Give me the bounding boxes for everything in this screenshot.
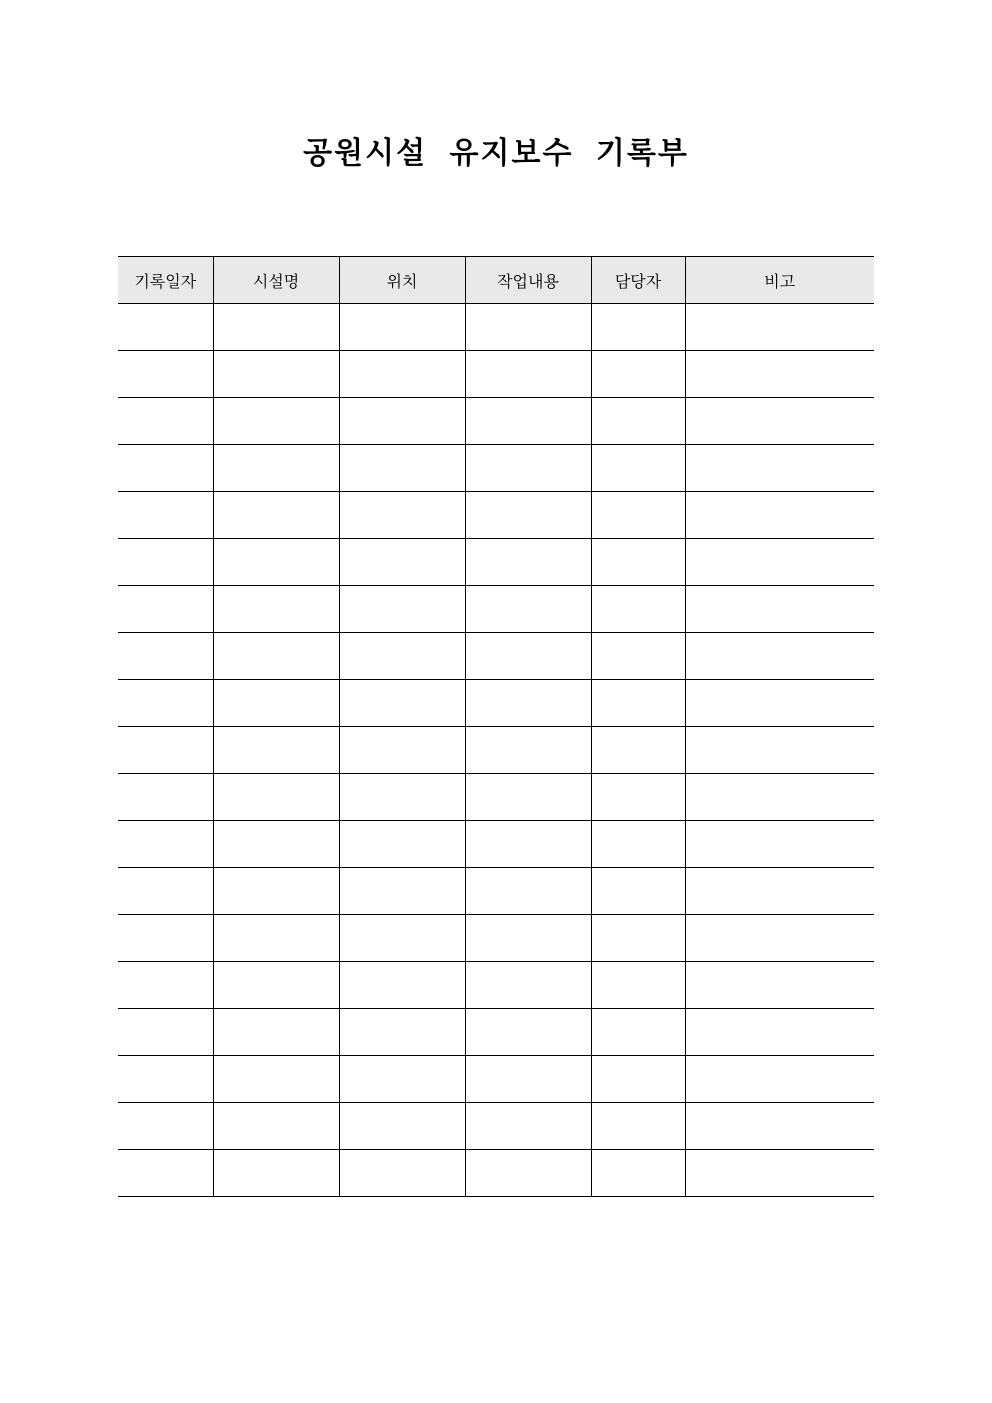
table-row xyxy=(118,821,874,868)
cell-remarks[interactable] xyxy=(685,868,874,915)
header-person-in-charge: 담당자 xyxy=(591,257,685,304)
cell-work-details[interactable] xyxy=(465,539,591,586)
cell-person-in-charge[interactable] xyxy=(591,868,685,915)
cell-person-in-charge[interactable] xyxy=(591,445,685,492)
cell-person-in-charge[interactable] xyxy=(591,304,685,351)
table-row xyxy=(118,492,874,539)
header-location: 위치 xyxy=(339,257,465,304)
cell-remarks[interactable] xyxy=(685,586,874,633)
table-row xyxy=(118,539,874,586)
cell-record-date[interactable] xyxy=(118,774,213,821)
maintenance-log-table xyxy=(118,256,874,1197)
table-row xyxy=(118,962,874,1009)
cell-location[interactable] xyxy=(339,962,465,1009)
cell-work-details[interactable] xyxy=(465,821,591,868)
cell-facility-name[interactable] xyxy=(213,915,339,962)
cell-work-details[interactable] xyxy=(465,774,591,821)
cell-person-in-charge[interactable] xyxy=(591,915,685,962)
cell-record-date[interactable] xyxy=(118,1103,213,1150)
cell-location[interactable] xyxy=(339,774,465,821)
cell-remarks[interactable] xyxy=(685,398,874,445)
cell-facility-name[interactable] xyxy=(213,1056,339,1103)
cell-person-in-charge[interactable] xyxy=(591,774,685,821)
cell-work-details[interactable] xyxy=(465,633,591,680)
cell-facility-name[interactable] xyxy=(213,351,339,398)
cell-person-in-charge[interactable] xyxy=(591,398,685,445)
table-row xyxy=(118,915,874,962)
cell-work-details[interactable] xyxy=(465,304,591,351)
cell-person-in-charge[interactable] xyxy=(591,633,685,680)
cell-person-in-charge[interactable] xyxy=(591,1103,685,1150)
cell-record-date[interactable] xyxy=(118,492,213,539)
cell-record-date[interactable] xyxy=(118,1150,213,1197)
cell-location[interactable] xyxy=(339,445,465,492)
cell-facility-name[interactable] xyxy=(213,774,339,821)
cell-facility-name[interactable] xyxy=(213,1009,339,1056)
cell-location[interactable] xyxy=(339,492,465,539)
cell-remarks[interactable] xyxy=(685,1103,874,1150)
cell-remarks[interactable] xyxy=(685,633,874,680)
cell-location[interactable] xyxy=(339,821,465,868)
cell-record-date[interactable] xyxy=(118,539,213,586)
cell-facility-name[interactable] xyxy=(213,727,339,774)
cell-remarks[interactable] xyxy=(685,727,874,774)
cell-work-details[interactable] xyxy=(465,962,591,1009)
cell-facility-name[interactable] xyxy=(213,868,339,915)
cell-remarks[interactable] xyxy=(685,915,874,962)
header-work-details: 작업내용 xyxy=(465,257,591,304)
cell-person-in-charge[interactable] xyxy=(591,962,685,1009)
cell-person-in-charge[interactable] xyxy=(591,492,685,539)
table-row xyxy=(118,680,874,727)
cell-facility-name[interactable] xyxy=(213,1103,339,1150)
cell-person-in-charge[interactable] xyxy=(591,586,685,633)
cell-location[interactable] xyxy=(339,868,465,915)
page-title: 공원시설 유지보수 기록부 xyxy=(303,136,689,171)
cell-remarks[interactable] xyxy=(685,774,874,821)
cell-facility-name[interactable] xyxy=(213,445,339,492)
cell-remarks[interactable] xyxy=(685,680,874,727)
cell-remarks[interactable] xyxy=(685,821,874,868)
cell-work-details[interactable] xyxy=(465,398,591,445)
cell-work-details[interactable] xyxy=(465,1103,591,1150)
cell-location[interactable] xyxy=(339,915,465,962)
cell-person-in-charge[interactable] xyxy=(591,351,685,398)
cell-location[interactable] xyxy=(339,633,465,680)
cell-facility-name[interactable] xyxy=(213,539,339,586)
table-row xyxy=(118,1056,874,1103)
cell-record-date[interactable] xyxy=(118,1056,213,1103)
cell-person-in-charge[interactable] xyxy=(591,680,685,727)
cell-facility-name[interactable] xyxy=(213,398,339,445)
cell-work-details[interactable] xyxy=(465,586,591,633)
cell-work-details[interactable] xyxy=(465,445,591,492)
cell-work-details[interactable] xyxy=(465,1150,591,1197)
cell-facility-name[interactable] xyxy=(213,1150,339,1197)
table-row xyxy=(118,1103,874,1150)
cell-person-in-charge[interactable] xyxy=(591,539,685,586)
cell-location[interactable] xyxy=(339,586,465,633)
cell-location[interactable] xyxy=(339,539,465,586)
cell-work-details[interactable] xyxy=(465,868,591,915)
cell-work-details[interactable] xyxy=(465,1009,591,1056)
cell-remarks[interactable] xyxy=(685,351,874,398)
cell-facility-name[interactable] xyxy=(213,962,339,1009)
cell-location[interactable] xyxy=(339,1056,465,1103)
cell-work-details[interactable] xyxy=(465,1056,591,1103)
table-row xyxy=(118,633,874,680)
cell-remarks[interactable] xyxy=(685,304,874,351)
cell-work-details[interactable] xyxy=(465,915,591,962)
cell-record-date[interactable] xyxy=(118,304,213,351)
cell-person-in-charge[interactable] xyxy=(591,1056,685,1103)
cell-remarks[interactable] xyxy=(685,445,874,492)
table-row xyxy=(118,398,874,445)
cell-location[interactable] xyxy=(339,1150,465,1197)
table-row xyxy=(118,1150,874,1197)
table-row xyxy=(118,774,874,821)
cell-record-date[interactable] xyxy=(118,445,213,492)
cell-remarks[interactable] xyxy=(685,492,874,539)
cell-location[interactable] xyxy=(339,304,465,351)
cell-record-date[interactable] xyxy=(118,680,213,727)
table-body xyxy=(118,304,874,1197)
header-record-date: 기록일자 xyxy=(118,257,213,304)
cell-record-date[interactable] xyxy=(118,962,213,1009)
cell-location[interactable] xyxy=(339,1009,465,1056)
table-row xyxy=(118,586,874,633)
cell-record-date[interactable] xyxy=(118,398,213,445)
cell-facility-name[interactable] xyxy=(213,492,339,539)
cell-facility-name[interactable] xyxy=(213,821,339,868)
cell-record-date[interactable] xyxy=(118,351,213,398)
cell-remarks[interactable] xyxy=(685,1056,874,1103)
header-facility-name: 시설명 xyxy=(213,257,339,304)
cell-facility-name[interactable] xyxy=(213,586,339,633)
cell-facility-name[interactable] xyxy=(213,680,339,727)
header-remarks: 비고 xyxy=(685,257,874,304)
cell-person-in-charge[interactable] xyxy=(591,1150,685,1197)
table-row xyxy=(118,1009,874,1056)
cell-person-in-charge[interactable] xyxy=(591,1009,685,1056)
cell-work-details[interactable] xyxy=(465,492,591,539)
table-row xyxy=(118,445,874,492)
cell-remarks[interactable] xyxy=(685,1150,874,1197)
cell-location[interactable] xyxy=(339,1103,465,1150)
cell-location[interactable] xyxy=(339,727,465,774)
cell-record-date[interactable] xyxy=(118,586,213,633)
table-row xyxy=(118,727,874,774)
cell-record-date[interactable] xyxy=(118,821,213,868)
cell-remarks[interactable] xyxy=(685,962,874,1009)
table-row xyxy=(118,351,874,398)
cell-location[interactable] xyxy=(339,680,465,727)
cell-facility-name[interactable] xyxy=(213,633,339,680)
cell-work-details[interactable] xyxy=(465,351,591,398)
cell-record-date[interactable] xyxy=(118,727,213,774)
cell-location[interactable] xyxy=(339,398,465,445)
cell-person-in-charge[interactable] xyxy=(591,821,685,868)
cell-facility-name[interactable] xyxy=(213,304,339,351)
cell-work-details[interactable] xyxy=(465,727,591,774)
table-row xyxy=(118,304,874,351)
cell-record-date[interactable] xyxy=(118,633,213,680)
cell-record-date[interactable] xyxy=(118,1009,213,1056)
cell-record-date[interactable] xyxy=(118,868,213,915)
cell-record-date[interactable] xyxy=(118,915,213,962)
table-header-row xyxy=(118,257,874,304)
cell-person-in-charge[interactable] xyxy=(591,727,685,774)
cell-work-details[interactable] xyxy=(465,680,591,727)
cell-remarks[interactable] xyxy=(685,1009,874,1056)
cell-location[interactable] xyxy=(339,351,465,398)
cell-remarks[interactable] xyxy=(685,539,874,586)
table-row xyxy=(118,868,874,915)
